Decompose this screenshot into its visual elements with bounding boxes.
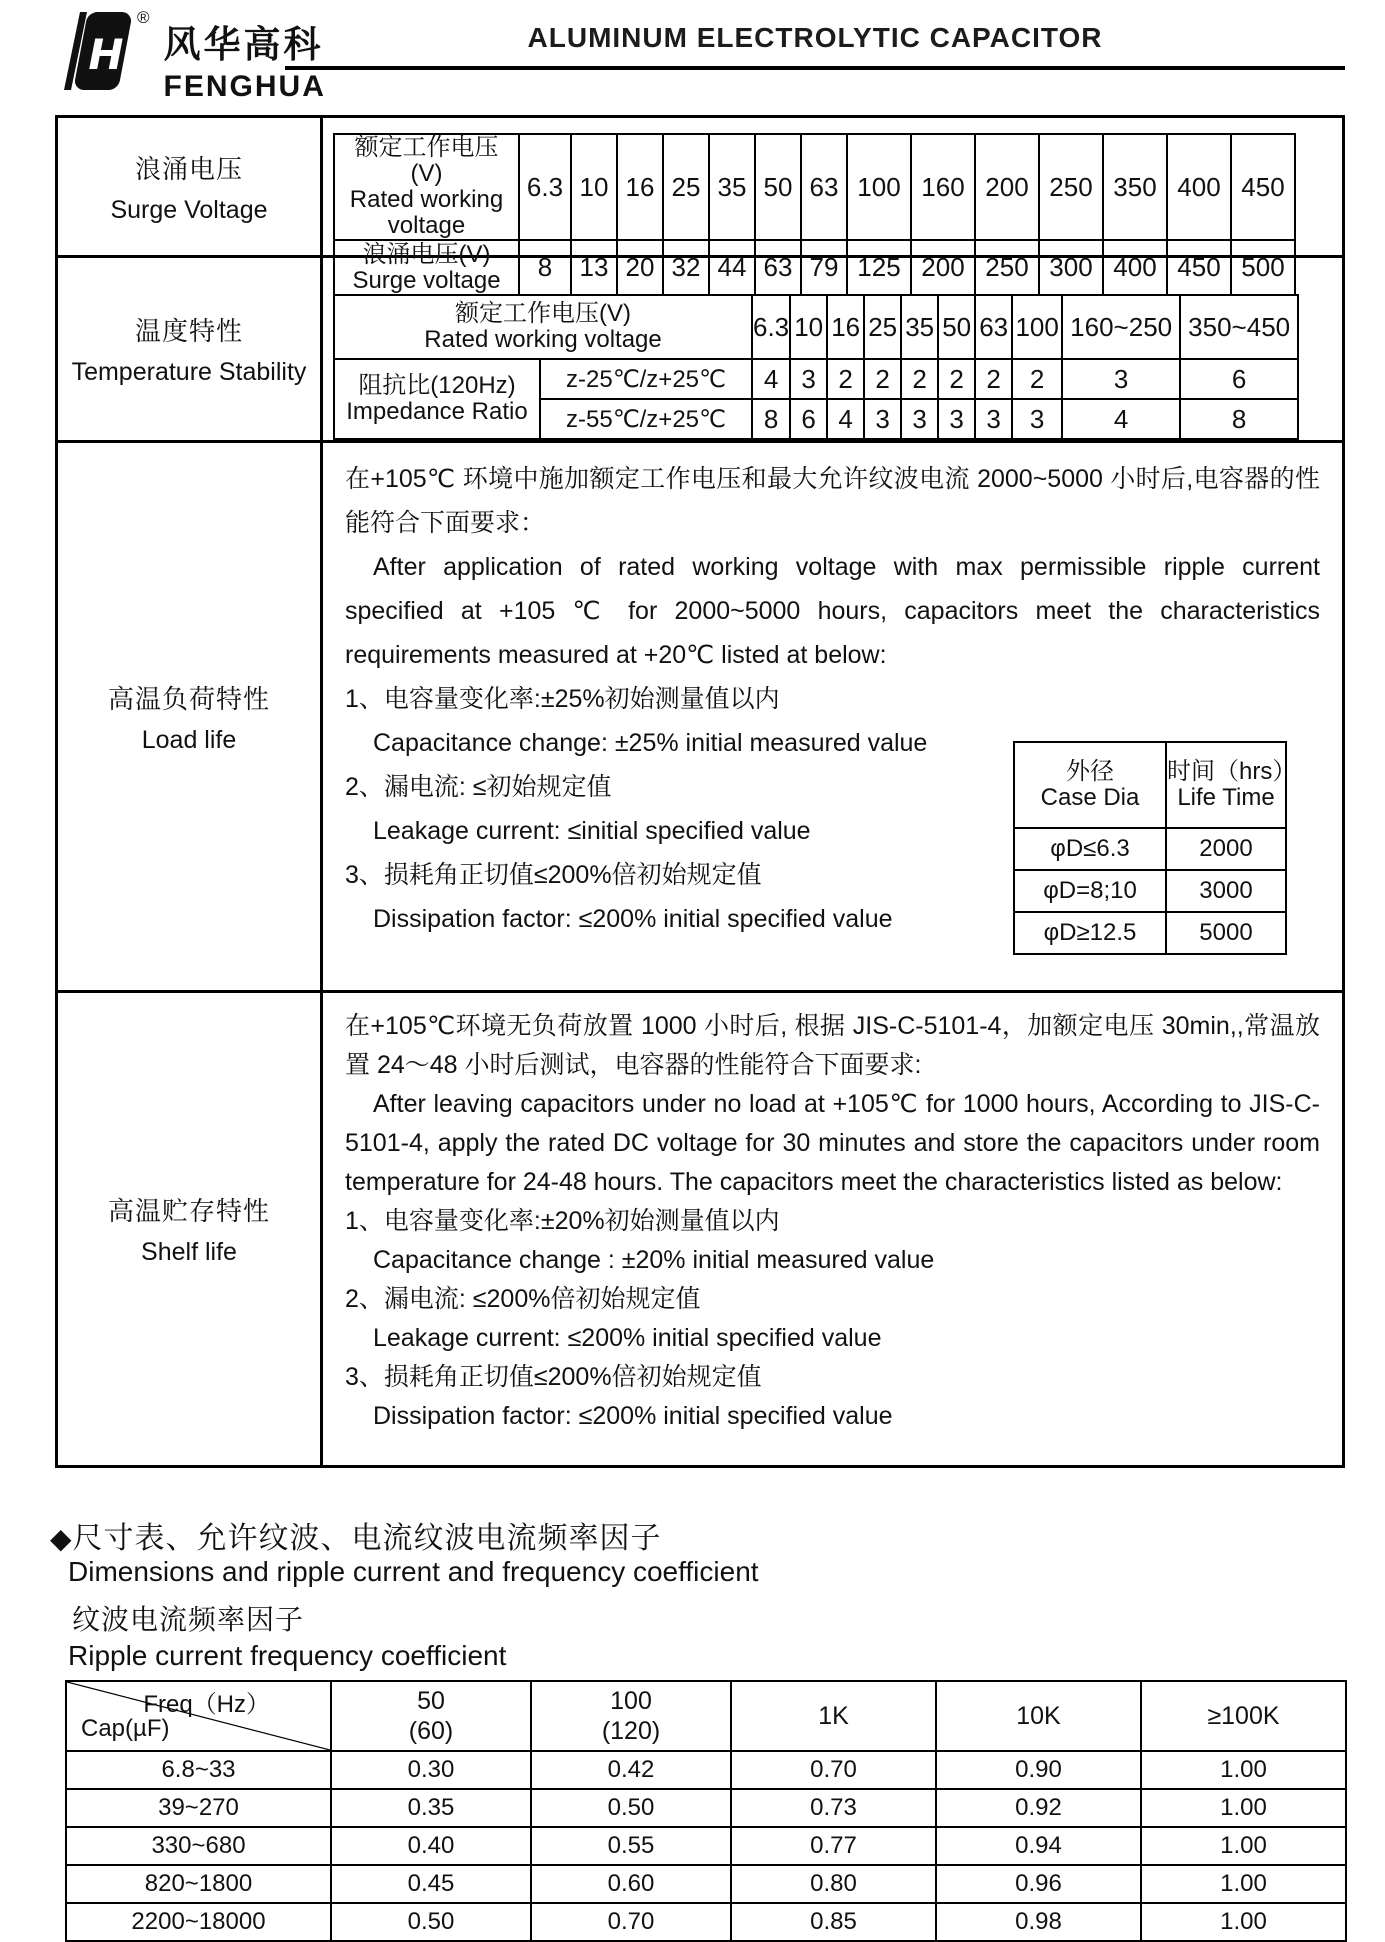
load-life-row — [58, 443, 1342, 993]
coefficient-value: 0.55 — [531, 1827, 731, 1865]
coefficient-value: 0.92 — [936, 1789, 1141, 1827]
case-dia-header — [1014, 742, 1166, 828]
title-rule — [285, 66, 1345, 70]
surge-voltage-value: 400 — [1103, 240, 1167, 295]
coefficient-value: 0.35 — [331, 1789, 531, 1827]
shelf-life-item — [345, 1202, 1320, 1280]
load-life-item2-cn: 2、漏电流: ≤初始规定值 — [345, 773, 612, 801]
cap-range-value: 39~270 — [66, 1789, 331, 1827]
surge-voltage-value: 20 — [617, 240, 663, 295]
freq-column-header — [331, 1681, 531, 1751]
surge-voltage-value: 63 — [755, 240, 801, 295]
surge-rated-value: 100 — [847, 134, 911, 240]
shelf-life-item — [345, 1280, 1320, 1358]
surge-rated-row — [334, 134, 1295, 240]
impedance-minus55-value: 4 — [827, 399, 864, 439]
freq-column-header — [1141, 1681, 1346, 1751]
load-life-para-en: After application of rated working voltage with max permissible ripple current specified at +105 ℃ for 2000~5000 hours, capacitors meet the characteristics requirements measured at +20℃ listed at below: — [345, 553, 1320, 669]
freq-column-header-line2: (60) — [408, 1717, 454, 1745]
surge-voltage-value: 13 — [571, 240, 617, 295]
impedance-minus25-value: 3 — [790, 359, 827, 399]
spec-table — [55, 115, 1345, 1468]
coefficient-value: 1.00 — [1141, 1789, 1346, 1827]
surge-voltage-value: 32 — [663, 240, 709, 295]
freq-table-row — [66, 1903, 1346, 1941]
surge-voltage-row — [58, 118, 1342, 294]
freq-column-header-line1: 1K — [818, 1702, 849, 1730]
freq-column-header-line1: ≥100K — [1207, 1702, 1280, 1730]
temperature-row-label-en: Temperature Stability — [71, 358, 307, 386]
impedance-minus25-value: 2 — [864, 359, 901, 399]
life-time-row — [1014, 828, 1286, 870]
surge-voltage-value: 125 — [847, 240, 911, 295]
impedance-minus55-value: 8 — [752, 399, 790, 439]
freq-column-header — [731, 1681, 936, 1751]
impedance-minus25-row — [334, 359, 1298, 399]
surge-rated-header-cn: 额定工作电压(V) — [354, 134, 499, 187]
load-life-label-cn: 高温负荷特性 — [107, 683, 270, 714]
temp-voltage-value: 63 — [975, 295, 1012, 359]
shelf-life-item — [345, 1358, 1320, 1436]
impedance-minus55-value: 4 — [1062, 399, 1180, 439]
impedance-minus55-value: 3 — [938, 399, 975, 439]
shelf-life-para-cn: 在+105℃环境无负荷放置 1000 小时后, 根据 JIS-C-5101-4，加额定电压 30min,,常温放置 24～48 小时后测试，电容器的性能符合下面要求: — [345, 1012, 1320, 1079]
load-life-item2-en: Leakage current: ≤initial specified value — [373, 817, 811, 845]
fenghua-logo-icon — [52, 8, 134, 94]
life-time-row — [1014, 912, 1286, 954]
load-life-para-cn: 在+105℃ 环境中施加额定工作电压和最大允许纹波电流 2000~5000 小时后,电容器的性能符合下面要求： — [345, 465, 1320, 537]
impedance-minus25-value: 2 — [901, 359, 938, 399]
section-title-cn-text: 尺寸表、允许纹波、电流纹波电流频率因子 — [72, 1522, 662, 1555]
surge-rated-header — [334, 134, 519, 240]
frequency-coefficient-table — [65, 1680, 1347, 1942]
freq-column-header-line1: 100 — [610, 1687, 652, 1715]
shelf-life-para-en: After leaving capacitors under no load at +105℃ for 1000 hours, According to JIS-C-5101-4, apply the rated DC voltage for 30 minutes and store the capacitors under room temperature for 24-48 hours. The capacitors meet the characteristics listed as below: — [345, 1090, 1320, 1196]
coefficient-value: 0.50 — [531, 1789, 731, 1827]
coefficient-value: 0.73 — [731, 1789, 936, 1827]
registered-mark: ® — [137, 8, 150, 27]
cap-range-value: 6.8~33 — [66, 1751, 331, 1789]
impedance-minus55-value: 6 — [790, 399, 827, 439]
coefficient-value: 0.45 — [331, 1865, 531, 1903]
freq-column-header-line2: (120) — [601, 1717, 661, 1745]
surge-voltage-value: 500 — [1231, 240, 1295, 295]
coefficient-value: 0.85 — [731, 1903, 936, 1941]
shelf-life-label-cn: 高温贮存特性 — [107, 1196, 270, 1226]
temperature-stability-row — [58, 258, 1342, 443]
logo-text-cn: 风华高科 — [163, 24, 324, 65]
surge-voltage-value: 8 — [519, 240, 571, 295]
life-time-header-cn: 时间（hrs） — [1167, 758, 1297, 785]
life-time-row — [1014, 870, 1286, 912]
freq-cap-corner-cell — [66, 1681, 331, 1751]
freq-column-header — [531, 1681, 731, 1751]
life-time-value: 5000 — [1166, 912, 1286, 954]
impedance-ratio-header-en: Impedance Ratio — [346, 398, 528, 425]
impedance-minus25-value: 2 — [938, 359, 975, 399]
freq-axis-label: Freq（Hz） — [143, 1691, 270, 1718]
life-time-header — [1166, 742, 1297, 828]
surge-rated-value: 16 — [617, 134, 663, 240]
section-subtitle-en: Ripple current frequency coefficient — [68, 1640, 507, 1671]
temp-voltage-value: 350~450 — [1180, 295, 1298, 359]
temp-voltage-value: 35 — [901, 295, 938, 359]
shelf-life-item3-cn: 3、损耗角正切值≤200%倍初始规定值 — [345, 1363, 762, 1391]
coefficient-value: 0.42 — [531, 1751, 731, 1789]
surge-voltage-value: 44 — [709, 240, 755, 295]
surge-rated-value: 6.3 — [519, 134, 571, 240]
temp-voltage-value: 25 — [864, 295, 901, 359]
freq-table-row — [66, 1865, 1346, 1903]
freq-table-row — [66, 1751, 1346, 1789]
impedance-minus55-value: 3 — [864, 399, 901, 439]
temperature-table — [333, 294, 1299, 440]
life-time-table — [1013, 741, 1297, 955]
coefficient-value: 0.80 — [731, 1865, 936, 1903]
cap-range-value: 2200~18000 — [66, 1903, 331, 1941]
coefficient-value: 0.77 — [731, 1827, 936, 1865]
coefficient-value: 1.00 — [1141, 1903, 1346, 1941]
diamond-bullet-icon: ◆ — [50, 1523, 73, 1554]
coefficient-value: 0.70 — [531, 1903, 731, 1941]
coefficient-value: 0.30 — [331, 1751, 531, 1789]
temp-voltage-value: 50 — [938, 295, 975, 359]
section-subtitle-cn: 纹波电流频率因子 — [72, 1604, 305, 1635]
temp-rated-header — [334, 295, 752, 359]
shelf-life-content — [323, 993, 1342, 1465]
case-dia-value: φD≤6.3 — [1014, 828, 1166, 870]
temp-rated-header-en: Rated working voltage — [424, 326, 662, 353]
freq-column-header — [936, 1681, 1141, 1751]
shelf-life-item2-en: Leakage current: ≤200% initial specified value — [373, 1324, 882, 1352]
case-dia-header-cn: 外径 — [1066, 758, 1114, 785]
coefficient-value: 1.00 — [1141, 1827, 1346, 1865]
coefficient-value: 1.00 — [1141, 1751, 1346, 1789]
temp-voltage-value: 100 — [1012, 295, 1062, 359]
surge-rated-value: 350 — [1103, 134, 1167, 240]
surge-voltage-value: 450 — [1167, 240, 1231, 295]
cap-axis-label: Cap(µF) — [81, 1715, 170, 1742]
load-life-item3-en: Dissipation factor: ≤200% initial specified value — [373, 905, 893, 933]
minus25-label: z-25℃/z+25℃ — [540, 359, 752, 399]
freq-header-row — [66, 1681, 1346, 1751]
load-life-item1-cn: 1、电容量变化率:±25%初始测量值以内 — [345, 685, 780, 713]
life-time-header-en: Life Time — [1177, 784, 1275, 811]
surge-row-label — [58, 118, 323, 255]
minus55-label: z-55℃/z+25℃ — [540, 399, 752, 439]
load-life-label-en: Load life — [141, 725, 237, 754]
page-header — [285, 22, 1345, 70]
shelf-life-label-en: Shelf life — [141, 1238, 237, 1266]
load-life-item3-cn: 3、损耗角正切值≤200%倍初始规定值 — [345, 861, 762, 889]
shelf-life-item1-en: Capacitance change : ±20% initial measured value — [373, 1246, 935, 1274]
temp-voltage-value: 16 — [827, 295, 864, 359]
coefficient-value: 0.98 — [936, 1903, 1141, 1941]
cap-range-value: 330~680 — [66, 1827, 331, 1865]
shelf-life-row-label — [58, 993, 323, 1465]
shelf-life-item1-cn: 1、电容量变化率:±20%初始测量值以内 — [345, 1207, 780, 1235]
surge-rated-value: 400 — [1167, 134, 1231, 240]
surge-rated-value: 35 — [709, 134, 755, 240]
impedance-minus55-value: 3 — [975, 399, 1012, 439]
load-life-item1-en: Capacitance change: ±25% initial measured value — [373, 729, 928, 757]
impedance-ratio-header-cn: 阻抗比(120Hz) — [358, 372, 516, 399]
svg-text:H: H — [88, 30, 124, 79]
temp-rated-header-cn: 额定工作电压(V) — [455, 300, 631, 327]
surge-row-label-en: Surge Voltage — [110, 195, 268, 224]
surge-rated-value: 450 — [1231, 134, 1295, 240]
impedance-ratio-header — [334, 359, 540, 439]
surge-voltage-value: 200 — [911, 240, 975, 295]
life-time-value: 3000 — [1166, 870, 1286, 912]
surge-values-header-en: Surge voltage — [352, 266, 501, 294]
coefficient-value: 0.70 — [731, 1751, 936, 1789]
shelf-life-item3-en: Dissipation factor: ≤200% initial specified value — [373, 1402, 893, 1430]
load-life-content — [323, 443, 1342, 990]
surge-rated-value: 25 — [663, 134, 709, 240]
surge-rated-value: 160 — [911, 134, 975, 240]
life-time-value: 2000 — [1166, 828, 1286, 870]
section-title-cn — [50, 1513, 662, 1557]
surge-rated-value: 63 — [801, 134, 847, 240]
case-dia-header-en: Case Dia — [1040, 784, 1140, 811]
case-dia-value: φD≥12.5 — [1014, 912, 1166, 954]
cap-range-value: 820~1800 — [66, 1865, 331, 1903]
coefficient-value: 0.90 — [936, 1751, 1141, 1789]
temperature-row-label — [58, 258, 323, 440]
freq-column-header-line1: 50 — [417, 1687, 445, 1715]
impedance-minus25-value: 3 — [1062, 359, 1180, 399]
freq-table-row — [66, 1827, 1346, 1865]
case-dia-value: φD=8;10 — [1014, 870, 1166, 912]
coefficient-value: 1.00 — [1141, 1865, 1346, 1903]
life-time-header-row — [1014, 742, 1286, 828]
coefficient-value: 0.50 — [331, 1903, 531, 1941]
surge-rated-header-en: Rated working voltage — [349, 186, 504, 239]
shelf-life-row — [58, 993, 1342, 1465]
temp-voltage-row — [334, 295, 1298, 359]
coefficient-value: 0.94 — [936, 1827, 1141, 1865]
surge-voltage-value: 250 — [975, 240, 1039, 295]
coefficient-value: 0.60 — [531, 1865, 731, 1903]
freq-column-header-line1: 10K — [1016, 1702, 1061, 1730]
coefficient-value: 0.40 — [331, 1827, 531, 1865]
surge-rated-value: 200 — [975, 134, 1039, 240]
temp-voltage-value: 160~250 — [1062, 295, 1180, 359]
section-title-en: Dimensions and ripple current and frequency coefficient — [68, 1556, 759, 1587]
surge-values-header-cn: 浪涌电压(V) — [362, 240, 491, 268]
surge-rated-value: 50 — [755, 134, 801, 240]
impedance-minus25-value: 6 — [1180, 359, 1298, 399]
freq-table-row — [66, 1789, 1346, 1827]
impedance-minus55-value: 8 — [1180, 399, 1298, 439]
logo-text-en: FENGHUA — [163, 70, 326, 103]
impedance-minus55-value: 3 — [901, 399, 938, 439]
surge-voltage-value: 79 — [801, 240, 847, 295]
coefficient-value: 0.96 — [936, 1865, 1141, 1903]
temp-voltage-value: 6.3 — [752, 295, 790, 359]
impedance-minus25-value: 2 — [1012, 359, 1062, 399]
shelf-life-item2-cn: 2、漏电流: ≤200%倍初始规定值 — [345, 1285, 701, 1313]
impedance-minus55-value: 3 — [1012, 399, 1062, 439]
surge-voltage-value: 300 — [1039, 240, 1103, 295]
surge-rated-value: 10 — [571, 134, 617, 240]
temp-voltage-value: 10 — [790, 295, 827, 359]
impedance-minus25-value: 2 — [975, 359, 1012, 399]
impedance-minus25-value: 4 — [752, 359, 790, 399]
impedance-minus25-value: 2 — [827, 359, 864, 399]
surge-rated-value: 250 — [1039, 134, 1103, 240]
load-life-row-label — [58, 443, 323, 990]
surge-row-label-cn: 浪涌电压 — [134, 153, 243, 184]
document-title: ALUMINUM ELECTROLYTIC CAPACITOR — [527, 22, 1103, 53]
temperature-row-label-cn: 温度特性 — [134, 316, 243, 346]
